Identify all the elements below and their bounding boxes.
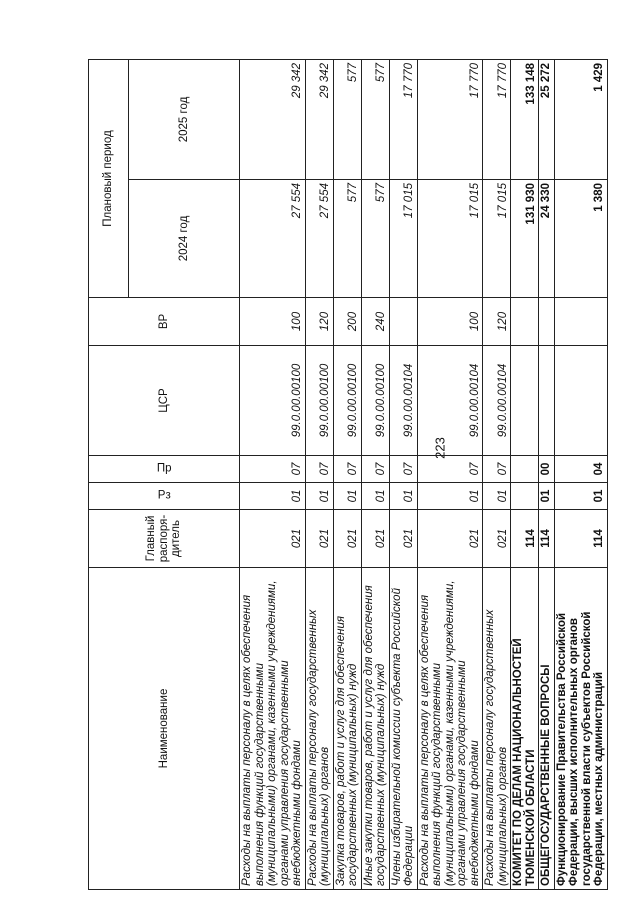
cell-csr: 99.0.00.00104 (389, 346, 417, 456)
cell-rz: 01 (361, 483, 389, 510)
cell-csr (554, 346, 607, 456)
table-row (554, 59, 607, 889)
cell-2024: 24 330 (539, 180, 555, 298)
cell-name: Расходы на выплаты персоналу в целях обеспечения выполнения функций государственными (муниципальными) органами, казенными учреждениями, органами управления государственными внебюджетными фондами (417, 568, 483, 890)
cell-vr: 240 (361, 298, 389, 346)
cell-2025: 577 (361, 59, 389, 179)
header-admin: Главный распоря-дитель (89, 510, 240, 568)
budget-table (88, 59, 608, 890)
cell-rz: 01 (305, 483, 333, 510)
header-vr: ВР (89, 298, 240, 346)
cell-vr: 120 (483, 298, 511, 346)
cell-name: Функционирование Правительства Российской Федерации, высших исполнительных органов государственной власти субъектов Российской Федерации, местных администраций (554, 568, 607, 890)
cell-rz: 01 (483, 483, 511, 510)
cell-2025: 25 272 (539, 59, 555, 179)
cell-csr (511, 346, 539, 456)
cell-name: Закупка товаров, работ и услуг для обеспечения государственных (муниципальных) нужд (333, 568, 361, 890)
table-body (240, 59, 608, 889)
cell-vr: 100 (417, 298, 483, 346)
cell-pr: 00 (539, 456, 555, 483)
cell-vr: 100 (240, 298, 306, 346)
table-row (539, 59, 555, 889)
cell-name: ОБЩЕГОСУДАРСТВЕННЫЕ ВОПРОСЫ (539, 568, 555, 890)
page-number: 223 (432, 437, 448, 459)
table-row (389, 59, 417, 889)
cell-2024: 27 554 (240, 180, 306, 298)
cell-admin: 021 (361, 510, 389, 568)
table-row (417, 59, 483, 889)
table-row (483, 59, 511, 889)
table-row (240, 59, 306, 889)
cell-2025: 17 770 (483, 59, 511, 179)
cell-pr: 07 (240, 456, 306, 483)
cell-2024: 577 (361, 180, 389, 298)
cell-2025: 29 342 (305, 59, 333, 179)
cell-admin: 021 (389, 510, 417, 568)
cell-rz (511, 483, 539, 510)
cell-pr (511, 456, 539, 483)
cell-2025: 1 429 (554, 59, 607, 179)
cell-csr: 99.0.00.00104 (417, 346, 483, 456)
cell-csr: 99.0.00.00100 (240, 346, 306, 456)
cell-vr (554, 298, 607, 346)
cell-pr: 07 (333, 456, 361, 483)
cell-pr: 07 (417, 456, 483, 483)
cell-2025: 577 (333, 59, 361, 179)
cell-2024: 17 015 (417, 180, 483, 298)
cell-vr: 120 (305, 298, 333, 346)
table-row (511, 59, 539, 889)
header-2024: 2024 год (129, 180, 240, 298)
cell-2024: 17 015 (483, 180, 511, 298)
cell-rz: 01 (333, 483, 361, 510)
table-row (333, 59, 361, 889)
cell-pr: 04 (554, 456, 607, 483)
cell-rz: 01 (554, 483, 607, 510)
cell-rz: 01 (539, 483, 555, 510)
cell-pr: 07 (483, 456, 511, 483)
cell-vr (539, 298, 555, 346)
cell-2024: 17 015 (389, 180, 417, 298)
cell-name: Расходы на выплаты персоналу в целях обеспечения выполнения функций государственными (муниципальными) органами, казенными учреждениями, органами управления государственными внебюджетными фондами (240, 568, 306, 890)
cell-vr: 200 (333, 298, 361, 346)
cell-2024: 131 930 (511, 180, 539, 298)
cell-pr: 07 (389, 456, 417, 483)
cell-admin: 114 (554, 510, 607, 568)
cell-csr: 99.0.00.00100 (305, 346, 333, 456)
cell-2025: 133 148 (511, 59, 539, 179)
cell-name: Расходы на выплаты персоналу государственных (муниципальных) органов (305, 568, 333, 890)
cell-csr (539, 346, 555, 456)
cell-vr (511, 298, 539, 346)
cell-admin: 021 (483, 510, 511, 568)
cell-admin: 114 (539, 510, 555, 568)
cell-admin: 021 (305, 510, 333, 568)
cell-vr (389, 298, 417, 346)
cell-admin: 021 (240, 510, 306, 568)
header-period: Плановый период (89, 59, 129, 297)
cell-pr: 07 (305, 456, 333, 483)
cell-rz: 01 (240, 483, 306, 510)
cell-admin: 021 (333, 510, 361, 568)
cell-2025: 17 770 (417, 59, 483, 179)
cell-rz: 01 (389, 483, 417, 510)
cell-csr: 99.0.00.00100 (333, 346, 361, 456)
cell-2024: 27 554 (305, 180, 333, 298)
header-csr: ЦСР (89, 346, 240, 456)
header-name: Наименование (89, 568, 240, 890)
cell-2025: 17 770 (389, 59, 417, 179)
cell-2024: 1 380 (554, 180, 607, 298)
cell-2025: 29 342 (240, 59, 306, 179)
cell-name: КОМИТЕТ ПО ДЕЛАМ НАЦИОНАЛЬНОСТЕЙ ТЮМЕНСКОЙ ОБЛАСТИ (511, 568, 539, 890)
cell-name: Члены избирательной комиссии субъекта Российской Федерации (389, 568, 417, 890)
header-pr: Пр (89, 456, 240, 483)
cell-csr: 99.0.00.00100 (361, 346, 389, 456)
table-row (361, 59, 389, 889)
cell-admin: 114 (511, 510, 539, 568)
header-2025: 2025 год (129, 59, 240, 179)
cell-pr: 07 (361, 456, 389, 483)
rotated-table-container (88, 60, 605, 890)
cell-2024: 577 (333, 180, 361, 298)
header-rz: Рз (89, 483, 240, 510)
table-row (305, 59, 333, 889)
cell-rz: 01 (417, 483, 483, 510)
cell-csr: 99.0.00.00104 (483, 346, 511, 456)
cell-admin: 021 (417, 510, 483, 568)
cell-name: Иные закупки товаров, работ и услуг для обеспечения государственных (муниципальных) нужд (361, 568, 389, 890)
cell-name: Расходы на выплаты персоналу государственных (муниципальных) органов (483, 568, 511, 890)
